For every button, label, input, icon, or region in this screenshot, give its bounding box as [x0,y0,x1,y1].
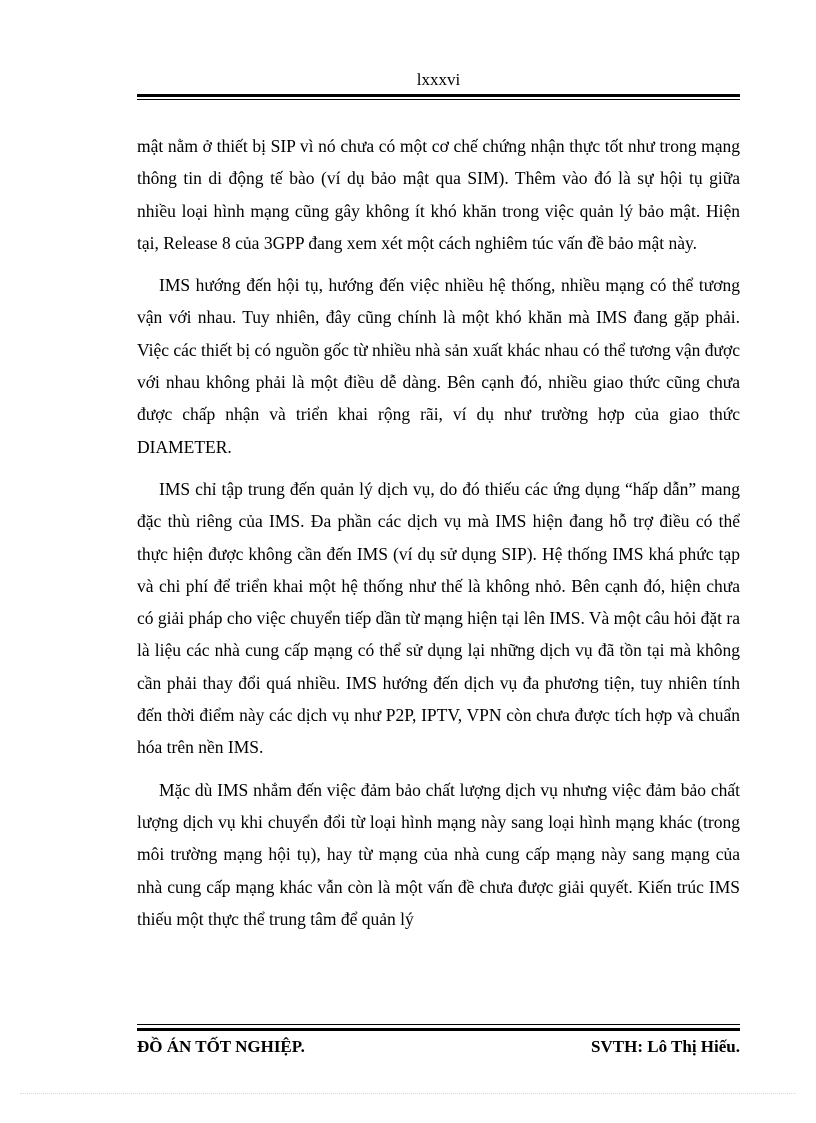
header-rule-thin [137,99,740,100]
footer-rule-thick [137,1028,740,1031]
page-bottom-dotted-line [20,1093,796,1094]
document-body [137,130,740,945]
paragraph-3: IMS chỉ tập trung đến quản lý dịch vụ, do đó thiếu các ứng dụng “hấp dẫn” mang đặc thù riêng của IMS. Đa phần các dịch vụ mà IMS hiện đang hỗ trợ điều có thể thực hiện được không cần đến IMS (ví dụ sử dụng SIP). Hệ thống IMS khá phức tạp và chi phí để triển khai một hệ thống như thế là không nhỏ. Bên cạnh đó, hiện chưa có giải pháp cho việc chuyển tiếp dần từ mạng hiện tại lên IMS. Và một câu hỏi đặt ra là liệu các nhà cung cấp mạng có thể sử dụng lại những dịch vụ đã tồn tại mà không cần phải thay đổi quá nhiều. IMS hướng đến dịch vụ đa phương tiện, tuy nhiên tính đến thời điểm này các dịch vụ như P2P, IPTV, VPN còn chưa được tích hợp và chuẩn hóa trên nền IMS. [137,478,741,758]
footer-author: SVTH: Lô Thị Hiếu. [591,1037,740,1056]
paragraph-4: Mặc dù IMS nhắm đến việc đảm bảo chất lượng dịch vụ nhưng việc đảm bảo chất lượng dịch vụ khi chuyển đổi từ loại hình mạng này sang loại hình mạng khác (trong môi trường mạng hội tụ), hay từ mạng của nhà cung cấp mạng này sang mạng của nhà cung cấp mạng khác vẫn còn là một vấn đề chưa được giải quyết. Kiến trúc IMS thiếu một thực thể trung tâm để quản lý [137,779,740,929]
footer-rule-thin [137,1024,740,1025]
header-rule-thick [137,94,740,97]
footer-title: ĐỒ ÁN TỐT NGHIỆP. [137,1037,305,1056]
paragraph-1: mật nằm ở thiết bị SIP vì nó chưa có một cơ chế chứng nhận thực tốt như trong mạng thông tin di động tế bào (ví dụ bảo mật qua SIM). Thêm vào đó là sự hội tụ giữa nhiều loại hình mạng cũng gây không ít khó khăn trong việc quản lý bảo mật. Hiện tại, Release 8 của 3GPP đang xem xét một cách nghiêm túc vấn đề bảo mật này. [137,136,740,253]
page-number: lxxxvi [416,70,461,89]
paragraph-2: IMS hướng đến hội tụ, hướng đến việc nhiều hệ thống, nhiều mạng có thể tương vận với nhau. Tuy nhiên, đây cũng chính là một khó khăn mà IMS đang gặp phải. Việc các thiết bị có nguồn gốc từ nhiều nhà sản xuất khác nhau có thể tương vận được với nhau không phải là một điều dễ dàng. Bên cạnh đó, nhiều giao thức cũng chưa được chấp nhận và triển khai rộng rãi, ví dụ như trường hợp của giao thức DIAMETER. [137,275,740,457]
